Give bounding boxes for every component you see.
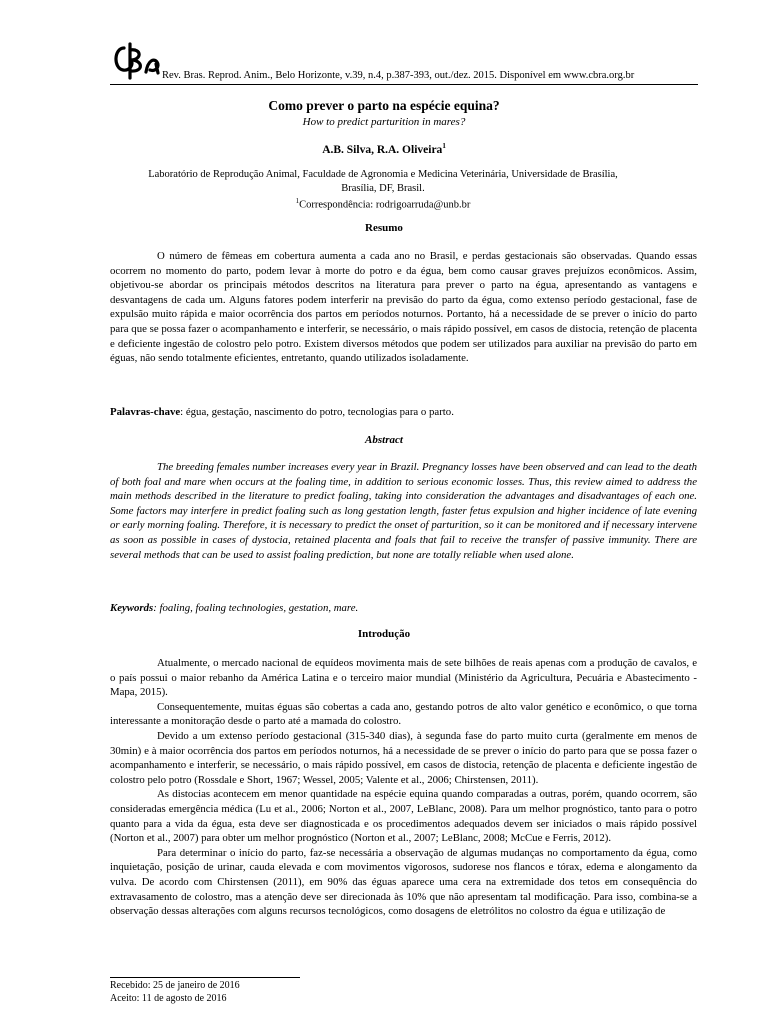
abstract-text: The breeding females number increases every year in Brazil. Pregnancy losses have been observed and can lead to the death of both foal and mare when occurs at the foaling time, in addition to serious economic losses. Thus, this review aimed to address the main methods described in the literature to predict foaling, taking into consideration the advantages and disadvantages of each one. Some factors may interfere in predict foaling such as long gestation length, faster fetus expulsion and higher incidence of late evening or early morning foaling. Therefore, it is necessary to predict the onset of parturition, so it can be monitored and if necessary intervene as soon as possible in cases of dystocia, retained placenta and foals that fail to receive the transfer of passive immunity. There are several methods that can be used to assist foaling prediction, but none are totally reliable when used alone. <box>110 461 697 561</box>
palavras-chave-label: Palavras-chave <box>110 406 181 418</box>
journal-citation: Rev. Bras. Reprod. Anim., Belo Horizonte, v.39, n.4, p.387-393, out./dez. 2015. Disponível em www.cbra.org.br <box>162 70 635 81</box>
article-subtitle: How to predict parturition in mares? <box>302 116 466 128</box>
intro-paragraph: Devido a um extenso período gestacional (315-340 dias), à segunda fase do parto muito curta (geralmente em menos de 30min) e à maior ocorrência dos partos em períodos noturnos, há a necessidade de se prever o início do parto para que se possa fazer o acompanhamento e interferir, se necessário, o mais rápido possível, em casos de distocia, retenção de placenta e deficiente ingestão de colostro pelo potro (Rossdale e Short, 1967; Wessel, 2005; Valente et al., 2006; Chirstensen, 2011). <box>110 729 697 786</box>
correspondence-superscript: 1 <box>295 197 300 205</box>
correspondence-email: Correspondência: rodrigoarruda@unb.br <box>299 199 471 211</box>
intro-paragraph: As distocias acontecem em menor quantidade na espécie equina quando comparadas a outras, porém, quando ocorrem, são consideradas emergência médica (Lu et al., 2006; Norton et al., 2007, LeBlanc, 2008). Para um melhor prognóstico, tanto para o potro quanto para a vida da égua, esta deve ser diagnosticada e os procedimentos adequados devem ser iniciados o mais rápido possível (Norton et al., 2007) para obter um melhor prognóstico (Norton et al., 2007; LeBlanc, 2008; McCue e Ferris, 2012). <box>110 788 697 845</box>
palavras-chave-text: : égua, gestação, nascimento do potro, tecnologias para o parto. <box>180 406 454 418</box>
intro-paragraph: Para determinar o início do parto, faz-se necessária a observação de algumas mudanças no comportamento da égua, como inquietação, posição de urinar, cauda elevada e com movimentos vigorosos, sudorese nos flancos e tórax, edema e alongamento da vulva. De acordo com Chirstensen (2011), em 90% das éguas aparece uma cera na extremidade dos tetos em consequência do extravasamento de colostro, mas a atenção deve ser direcionada às 10% que não apresentam tal modificação. Para isso, combina-se a observação dessas alterações com alguns recursos tecnológicos, como dosagens de eletrólitos no colostro da égua e utilização de <box>110 846 697 918</box>
introducao-body <box>110 656 697 919</box>
keywords-label: Keywords <box>110 602 154 614</box>
intro-paragraph: Atualmente, o mercado nacional de equídeos movimenta mais de sete bilhões de reais apenas com a produção de cavalos, e o país possui o maior rebanho da América Latina e o terceiro maior mundial (Ministério da Agricultura, Pecuária e Abastecimento - Mapa, 2015). <box>110 657 697 699</box>
keywords-text: : foaling, foaling technologies, gestation, mare. <box>153 602 359 614</box>
article-title: Como prever o parto na espécie equina? <box>268 98 500 113</box>
abstract-heading: Abstract <box>365 434 403 446</box>
affiliation <box>130 168 636 212</box>
authors-names: A.B. Silva, R.A. Oliveira <box>322 143 443 156</box>
footnote-divider <box>110 977 300 978</box>
journal-header <box>110 38 698 85</box>
cbra-logo <box>110 38 162 82</box>
abstract-paragraph <box>110 460 697 562</box>
resumo-paragraph <box>110 249 697 366</box>
received-date: Recebido: 25 de janeiro de 2016 <box>110 980 240 991</box>
correspondence <box>130 195 636 212</box>
accepted-date: Aceito: 11 de agosto de 2016 <box>110 993 227 1004</box>
affiliation-line-1: Laboratório de Reprodução Animal, Faculdade de Agronomia e Medicina Veterinária, Universidade de Brasília, <box>148 169 618 180</box>
authors-superscript: 1 <box>442 142 446 150</box>
resumo-heading: Resumo <box>365 222 403 234</box>
affiliation-line-2: Brasília, DF, Brasil. <box>341 182 425 194</box>
intro-paragraph: Consequentemente, muitas éguas são cobertas a cada ano, gestando potros de alto valor genético e econômico, o que torna interessante a monitoração desde o parto até a mamada do colostro. <box>110 700 697 728</box>
resumo-text: O número de fêmeas em cobertura aumenta a cada ano no Brasil, e perdas gestacionais são observadas. Quando essas ocorrem no momento do parto, podem levar à morte do potro e da égua, bem como causar graves prejuízos econômicos. Assim, objetivou-se abordar os principais métodos descritos na literatura para prever o parto na égua, apresentando as vantagens e desvantagens de cada um. Alguns fatores podem interferir na previsão do parto da égua, como extenso período gestacional, fase de expulsão muito rápida e maior ocorrência dos partos em períodos noturnos. Portanto, há a necessidade de se prever o início do parto para que se possa fazer o acompanhamento e interferir, se necessário, o mais rápido possível, em casos de distocia, retenção de placenta e deficiente ingestão de colostro pelo potro. Existem diversos métodos que podem ser utilizados para auxiliar na previsão do parto em éguas, não sendo totalmente eficientes, entretanto, quando utilizados isoladamente. <box>110 250 697 365</box>
keywords <box>110 601 697 616</box>
introducao-heading: Introdução <box>357 628 411 640</box>
palavras-chave <box>110 405 697 420</box>
article-authors <box>0 142 768 156</box>
